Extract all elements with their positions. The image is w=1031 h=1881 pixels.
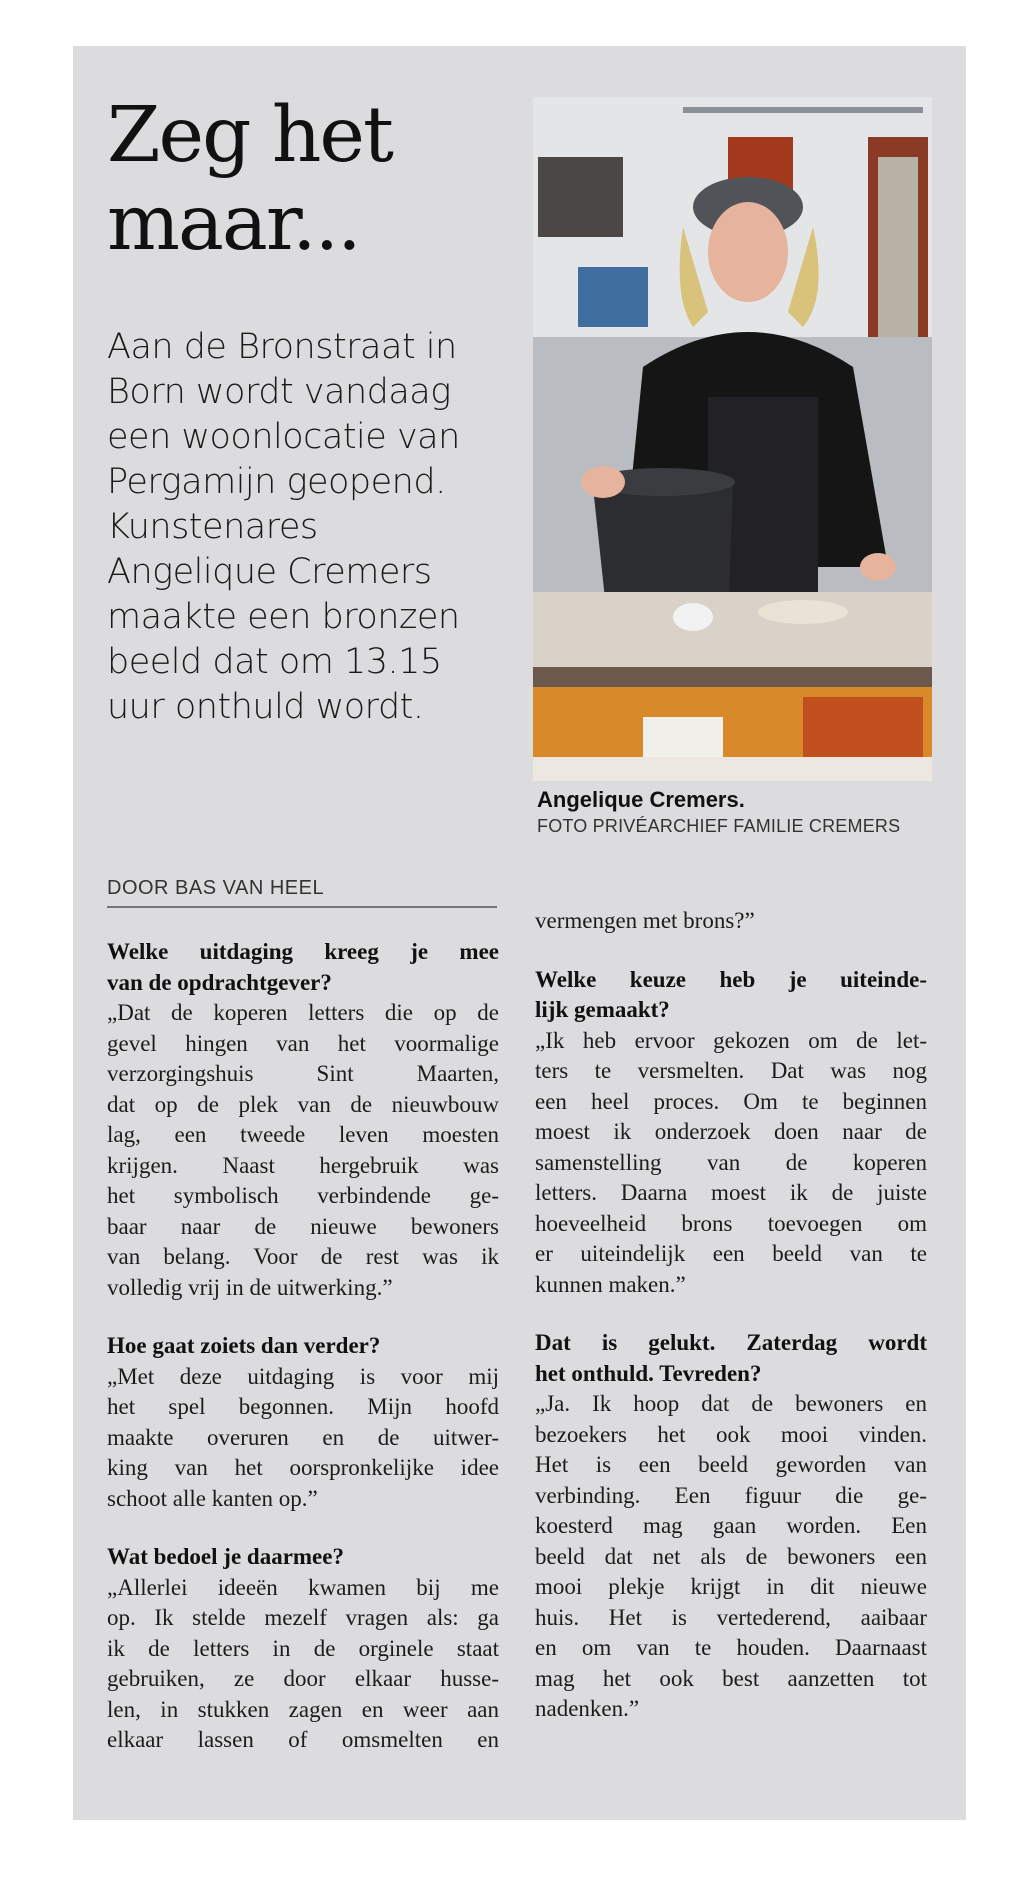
answer-line: king van het oorspronkelijke idee [107, 1455, 499, 1480]
answer-line: van belang. Voor de rest was ik [107, 1244, 499, 1269]
question-line: Welke keuze heb je uiteinde- [535, 966, 927, 992]
paragraph-gap [535, 1300, 927, 1328]
paragraph-gap [535, 937, 927, 965]
answer-line: hoeveelheid brons toevoegen om [535, 1210, 927, 1236]
question-line: Welke uitdaging kreeg je mee [107, 939, 499, 964]
answer-line: „Ja. Ik hoop dat de bewoners en [535, 1391, 927, 1416]
answer-line: dat op de plek van de nieuwbouw [107, 1091, 499, 1117]
photo-credit: FOTO PRIVÉARCHIEF FAMILIE CREMERS [537, 816, 901, 836]
answer-line: verzorgingshuis Sint Maarten, [107, 1061, 499, 1086]
answer-line: moest ik onderzoek doen naar de [535, 1119, 927, 1144]
portrait-photo [533, 97, 932, 781]
answer-line: baar naar de nieuwe bewoners [107, 1213, 499, 1239]
intro-line: maakte een bronzen [107, 597, 460, 637]
question-line: Wat bedoel je daarmee? [107, 1544, 344, 1569]
answer-line: vermengen met brons?” [535, 908, 755, 933]
answer-line: „Dat de koperen letters die op de [107, 1000, 499, 1025]
answer-line: letters. Daarna moest ik de juiste [535, 1180, 927, 1205]
paragraph-gap [107, 1514, 499, 1542]
byline: DOOR BAS VAN HEEL [107, 877, 497, 908]
intro-line: beeld dat om 13.15 [107, 642, 442, 682]
question-line: het onthuld. Tevreden? [535, 1360, 762, 1386]
answer-line: beeld dat net als de bewoners een [535, 1543, 927, 1569]
article-column-right [535, 906, 927, 1725]
intro-line: Born wordt vandaag [107, 372, 451, 412]
headline-line: maar... [107, 179, 360, 268]
answer-line: Het is een beeld geworden van [535, 1452, 927, 1477]
intro-line: uur onthuld wordt. [107, 687, 424, 727]
answer-line: elkaar lassen of omsmelten en [107, 1727, 499, 1752]
answer-line: „Ik heb ervoor gekozen om de let- [535, 1027, 927, 1053]
intro-line: een woonlocatie van [107, 417, 460, 457]
answer-line: gebruiken, ze door elkaar husse- [107, 1666, 499, 1691]
paragraph-gap [107, 1303, 499, 1331]
answer-line: op. Ik stelde mezelf vragen als: ga [107, 1605, 499, 1630]
answer-line: het symbolisch verbindende ge- [107, 1183, 499, 1208]
answer-line: bezoekers het ook mooi vinden. [535, 1421, 927, 1447]
answer-line: schoot alle kanten op.” [107, 1485, 318, 1511]
answer-line: kunnen maken.” [535, 1271, 686, 1297]
article-column-left [107, 937, 499, 1756]
answer-line: nadenken.” [535, 1696, 640, 1721]
answer-line: maakte overuren en de uitwer- [107, 1424, 499, 1450]
answer-line: lag, een tweede leven moesten [107, 1122, 499, 1147]
answer-line: verbinding. Een figuur die ge- [535, 1482, 927, 1508]
answer-line: gevel hingen van het voormalige [107, 1030, 499, 1056]
answer-line: „Allerlei ideeën kwamen bij me [107, 1574, 499, 1600]
answer-line: samenstelling van de koperen [535, 1149, 927, 1175]
intro-text [107, 325, 517, 730]
question-line: van de opdrachtgever? [107, 969, 332, 995]
photo-caption-name: Angelique Cremers. [537, 787, 745, 812]
answer-line: „Met deze uitdaging is voor mij [107, 1363, 499, 1389]
answer-line: er uiteindelijk een beeld van te [535, 1241, 927, 1266]
question-line: Hoe gaat zoiets dan verder? [107, 1333, 381, 1358]
intro-line: Aan de Bronstraat in [107, 327, 457, 367]
answer-line: volledig vrij in de uitwerking.” [107, 1274, 393, 1300]
answer-line: krijgen. Naast hergebruik was [107, 1152, 499, 1178]
intro-line: Angelique Cremers [107, 552, 432, 592]
headline [107, 92, 507, 268]
answer-line: ters te versmelten. Dat was nog [535, 1058, 927, 1083]
answer-line: mag het ook best aanzetten tot [535, 1665, 927, 1691]
headline-line: Zeg het [107, 91, 392, 180]
intro-line: Pergamijn geopend. [107, 462, 446, 502]
answer-line: mooi plekje krijgt in dit nieuwe [535, 1574, 927, 1599]
answer-line: het spel begonnen. Mijn hoofd [107, 1394, 499, 1419]
question-line: Dat is gelukt. Zaterdag wordt [535, 1330, 927, 1355]
question-line: lijk gemaakt? [535, 997, 670, 1022]
answer-line: koesterd mag gaan worden. Een [535, 1513, 927, 1538]
photo-illustration [533, 97, 932, 781]
intro-line: Kunstenares [107, 507, 318, 547]
answer-line: huis. Het is vertederend, aaibaar [535, 1604, 927, 1630]
answer-line: ik de letters in de orginele staat [107, 1635, 499, 1661]
answer-line: len, in stukken zagen en weer aan [107, 1696, 499, 1722]
answer-line: een heel proces. Om te beginnen [535, 1088, 927, 1114]
answer-line: en om van te houden. Daarnaast [535, 1635, 927, 1660]
